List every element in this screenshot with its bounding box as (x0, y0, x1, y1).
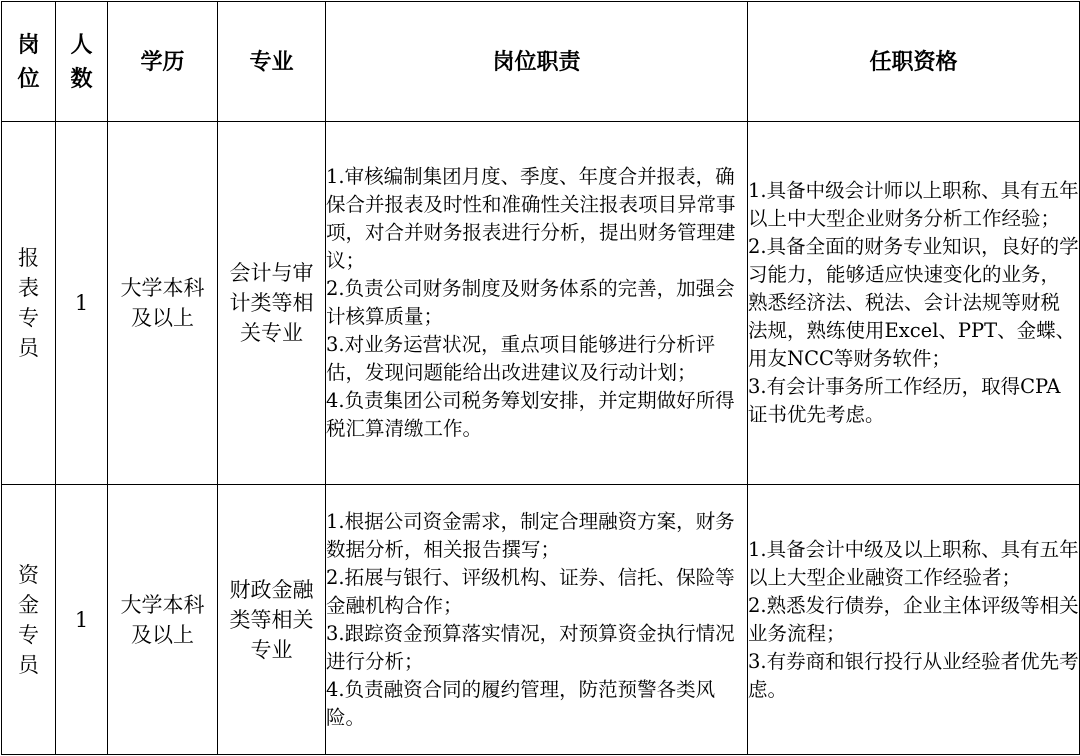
cell-major: 财政金融类等相关专业 (218, 485, 326, 755)
header-position: 岗位 (2, 2, 56, 122)
cell-education: 大学本科及以上 (108, 122, 218, 485)
header-duties: 岗位职责 (326, 2, 748, 122)
duty-item: 2.拓展与银行、评级机构、证券、信托、保险等金融机构合作； (326, 565, 735, 617)
duty-item: 2.负责公司财务制度及财务体系的完善，加强会计核算质量； (326, 277, 735, 328)
qualification-item: 3.有会计事务所工作经历，取得CPA证书优先考虑。 (748, 375, 1061, 426)
cell-duties (326, 485, 748, 755)
cell-position: 报表专员 (2, 122, 56, 485)
qualification-item: 3.有券商和银行投行从业经验者优先考虑。 (748, 649, 1079, 701)
qualification-item: 2.熟悉发行债券，企业主体评级等相关业务流程； (748, 593, 1079, 645)
cell-duties (326, 122, 748, 485)
duty-item: 1.根据公司资金需求，制定合理融资方案，财务数据分析，相关报告撰写； (326, 509, 735, 561)
duty-item: 4.负责融资合同的履约管理，防范预警各类风险。 (326, 677, 716, 729)
cell-major: 会计与审计类等相关专业 (218, 122, 326, 485)
cell-qualifications (748, 122, 1080, 485)
table-row (2, 122, 1080, 485)
header-row (2, 2, 1080, 122)
cell-position: 资金专员 (2, 485, 56, 755)
cell-count: 1 (56, 485, 108, 755)
header-major: 专业 (218, 2, 326, 122)
duty-item: 3.对业务运营状况，重点项目能够进行分析评估，发现问题能给出改进建议及行动计划； (326, 333, 716, 384)
table-row (2, 485, 1080, 755)
header-qualifications: 任职资格 (748, 2, 1080, 122)
qualification-item: 1.具备会计中级及以上职称、具有五年以上大型企业融资工作经验者； (748, 537, 1079, 589)
header-count: 人数 (56, 2, 108, 122)
cell-count: 1 (56, 122, 108, 485)
duty-item: 1.审核编制集团月度、季度、年度合并报表，确保合并报表及时性和准确性关注报表项目异常事项，对合并财务报表进行分析，提出财务管理建议； (326, 165, 736, 272)
job-table (1, 1, 1080, 755)
cell-qualifications (748, 485, 1080, 755)
qualification-item: 2.具备全面的财务专业知识，良好的学习能力，能够适应快速变化的业务，熟悉经济法、税法、会计法规等财税法规，熟练使用Excel、PPT、金蝶、用友NCC等财务软件； (748, 235, 1079, 370)
cell-education: 大学本科及以上 (108, 485, 218, 755)
qualification-item: 1.具备中级会计师以上职称、具有五年以上中大型企业财务分析工作经验； (748, 179, 1079, 230)
header-education: 学历 (108, 2, 218, 122)
duty-item: 4.负责集团公司税务筹划安排，并定期做好所得税汇算清缴工作。 (326, 389, 735, 440)
duty-item: 3.跟踪资金预算落实情况，对预算资金执行情况进行分析； (326, 621, 735, 673)
